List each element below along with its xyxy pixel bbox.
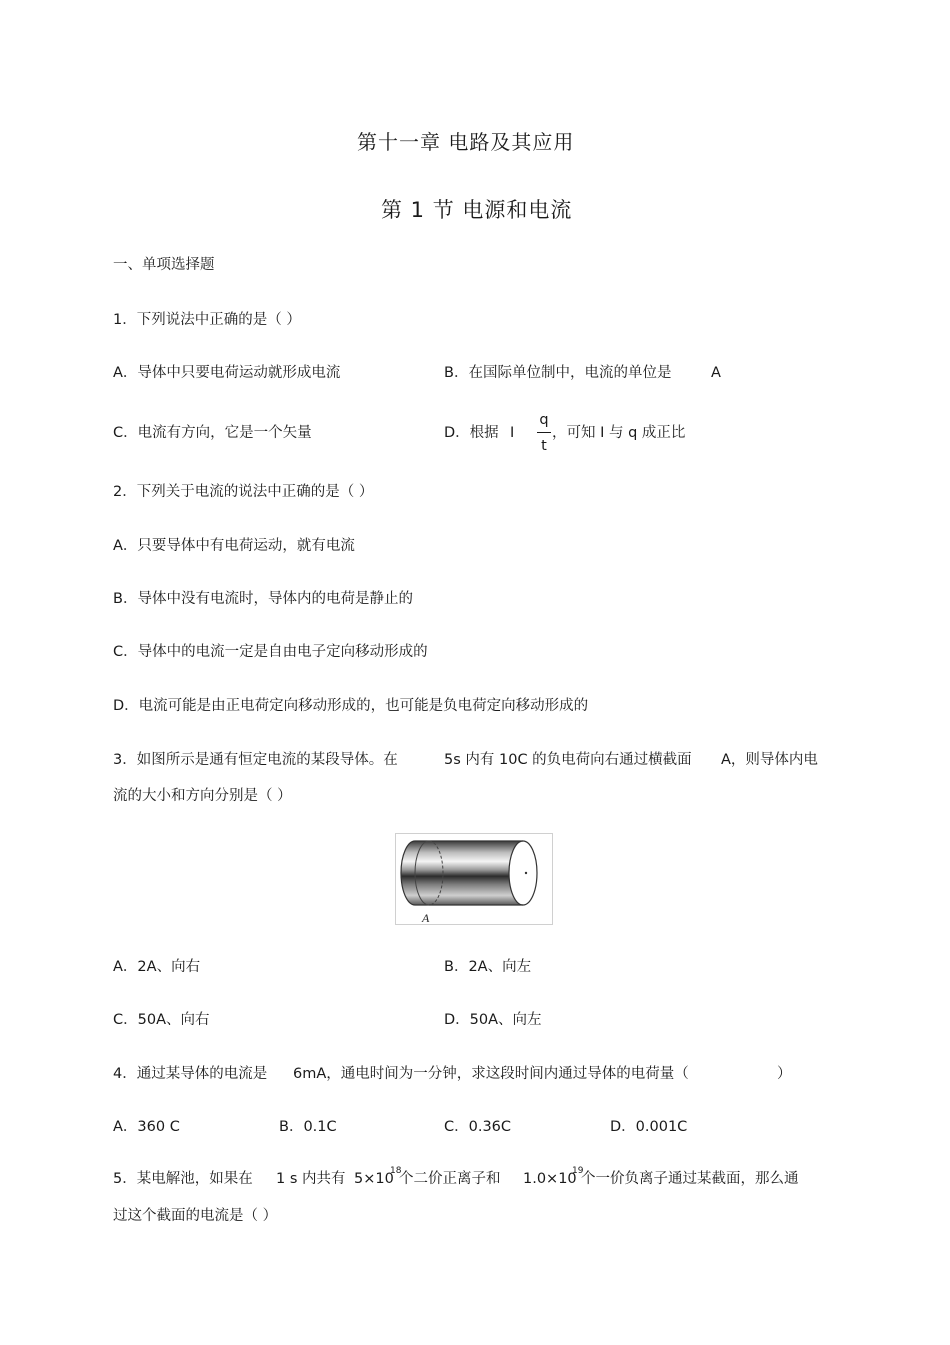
question-5-stem-part-2: 1 s 内共有 <box>276 1171 346 1187</box>
question-3-option-c: C．50A、向右 <box>113 1012 210 1028</box>
question-2-option-b: B．导体中没有电流时，导体内的电荷是静止的 <box>113 591 413 607</box>
question-1-option-b: B．在国际单位制中，电流的单位是 <box>444 365 672 381</box>
question-5-stem-part-5: 1.0×10 <box>523 1171 577 1187</box>
question-5-stem-part-4: 个二价正离子和 <box>399 1171 501 1187</box>
question-2-option-a: A．只要导体中有电荷运动，就有电流 <box>113 538 355 554</box>
question-4-stem-part-3: ） <box>777 1066 792 1082</box>
question-2-option-c: C．导体中的电流一定是自由电子定向移动形成的 <box>113 644 428 660</box>
question-3-stem-part-3: A，则导体内电 <box>721 752 818 768</box>
question-3-stem-line-2: 流的大小和方向分别是（ ） <box>113 788 292 804</box>
question-4-stem-part-1: 4．通过某导体的电流是 <box>113 1066 268 1082</box>
question-5-stem-line-2: 过这个截面的电流是（ ） <box>113 1208 278 1224</box>
question-5-stem-part-3: 5×10 <box>354 1171 394 1187</box>
question-1-option-a: A．导体中只要电荷运动就形成电流 <box>113 365 341 381</box>
question-1-option-d-prefix: D．根据 <box>444 425 499 441</box>
question-1-stem: 1．下列说法中正确的是（ ） <box>113 312 301 328</box>
section-heading: 一、单项选择题 <box>113 257 215 273</box>
question-1-option-d-symbol-i: I <box>510 425 515 441</box>
question-3-option-d: D．50A、向左 <box>444 1012 542 1028</box>
question-4-option-a: A．360 C <box>113 1119 180 1135</box>
figure-label-a: A <box>422 911 430 925</box>
chapter-title: 第十一章 电路及其应用 <box>357 130 575 154</box>
question-3-option-b: B．2A、向左 <box>444 959 532 975</box>
fraction-numerator: q <box>539 412 549 428</box>
question-5-stem-part-6: 个一价负离子通过某截面，那么通 <box>581 1171 799 1187</box>
conductor-figure <box>395 833 553 925</box>
question-3-option-a: A．2A、向右 <box>113 959 201 975</box>
question-4-option-c: C．0.36C <box>444 1119 512 1135</box>
exponent-19: 19 <box>572 1166 584 1176</box>
section-title: 第 1 节 电源和电流 <box>381 198 573 222</box>
question-1-option-c: C．电流有方向，它是一个矢量 <box>113 425 312 441</box>
question-2-stem: 2．下列关于电流的说法中正确的是（ ） <box>113 484 374 500</box>
question-4-option-b: B．0.1C <box>279 1119 337 1135</box>
fraction-bar <box>537 432 551 433</box>
exponent-18: 18 <box>390 1166 402 1176</box>
question-1-option-b-unit: A <box>711 365 721 381</box>
question-4-stem-part-2: 6mA，通电时间为一分钟，求这段时间内通过导体的电荷量（ <box>293 1066 689 1082</box>
question-1-option-d-suffix: ，可知 I 与 q 成正比 <box>552 425 686 441</box>
question-3-stem-part-1: 3．如图所示是通有恒定电流的某段导体。在 <box>113 752 398 768</box>
conductor-cylinder-drawing <box>395 833 553 925</box>
question-2-option-d: D．电流可能是由正电荷定向移动形成的，也可能是负电荷定向移动形成的 <box>113 698 589 714</box>
question-4-option-d: D．0.001C <box>610 1119 688 1135</box>
question-3-stem-part-2: 5s 内有 10C 的负电荷向右通过横截面 <box>444 752 692 768</box>
fraction-denominator: t <box>541 438 547 454</box>
question-5-stem-part-1: 5．某电解池，如果在 <box>113 1171 253 1187</box>
